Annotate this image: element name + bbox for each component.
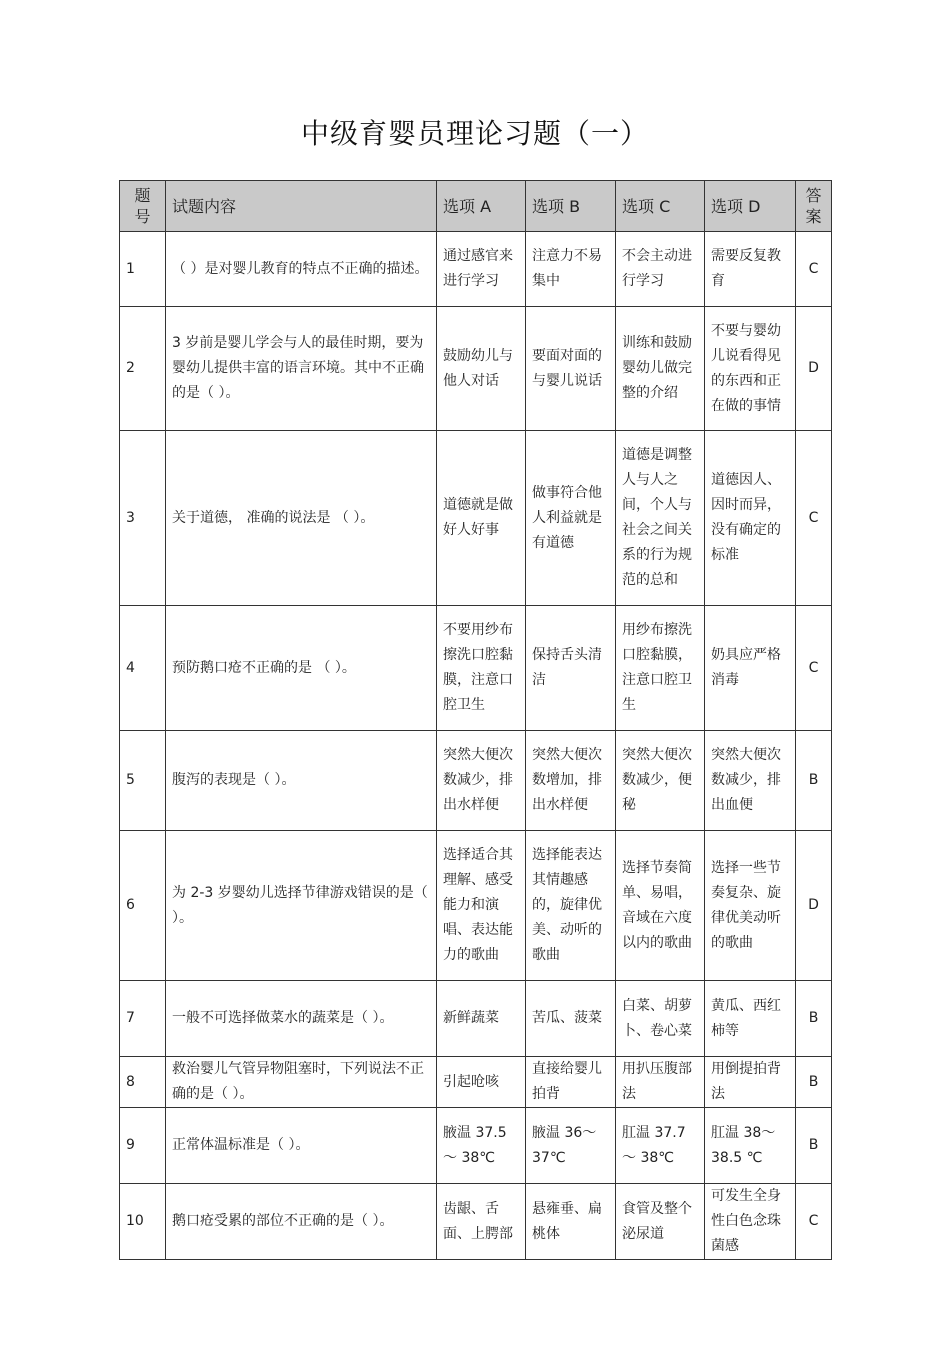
option-b: 选择能表达其情趣感的，旋律优美、动听的歌曲 xyxy=(526,831,616,981)
option-a: 新鲜蔬菜 xyxy=(437,981,526,1057)
option-b: 保持舌头清洁 xyxy=(526,606,616,731)
option-b: 注意力不易集中 xyxy=(526,232,616,307)
question-number: 3 xyxy=(120,431,166,606)
option-b: 腋温 36～37℃ xyxy=(526,1108,616,1184)
option-c: 突然大便次数减少，便秘 xyxy=(616,731,705,831)
answer: B xyxy=(796,1108,832,1184)
option-a: 齿龈、舌面、上腭部 xyxy=(437,1184,526,1260)
header-option-d: 选项 D xyxy=(705,181,796,232)
option-d: 不要与婴幼儿说看得见的东西和正在做的事情 xyxy=(705,307,796,431)
option-c: 训练和鼓励婴幼儿做完整的介绍 xyxy=(616,307,705,431)
answer: D xyxy=(796,307,832,431)
option-d: 奶具应严格消毒 xyxy=(705,606,796,731)
option-d: 需要反复教育 xyxy=(705,232,796,307)
option-b: 做事符合他人利益就是有道德 xyxy=(526,431,616,606)
option-a: 通过感官来进行学习 xyxy=(437,232,526,307)
option-b: 苦瓜、菠菜 xyxy=(526,981,616,1057)
question-number: 9 xyxy=(120,1108,166,1184)
option-a: 不要用纱布擦洗口腔黏膜，注意口腔卫生 xyxy=(437,606,526,731)
answer: C xyxy=(796,1184,832,1260)
option-c: 不会主动进行学习 xyxy=(616,232,705,307)
question-text: 鹅口疮受累的部位不正确的是（ ）。 xyxy=(166,1184,437,1260)
option-b: 悬雍垂、扁桃体 xyxy=(526,1184,616,1260)
table-row xyxy=(120,1108,832,1184)
question-text: 预防鹅口疮不正确的是 （ ）。 xyxy=(166,606,437,731)
option-b: 突然大便次数增加，排出水样便 xyxy=(526,731,616,831)
table-row xyxy=(120,232,832,307)
option-d: 突然大便次数减少，排出血便 xyxy=(705,731,796,831)
header-question: 试题内容 xyxy=(166,181,437,232)
question-text: 救治婴儿气管异物阻塞时，下列说法不正确的是（ ）。 xyxy=(166,1057,437,1108)
table-row xyxy=(120,731,832,831)
table-row xyxy=(120,831,832,981)
option-b: 直接给婴儿拍背 xyxy=(526,1057,616,1108)
option-c: 食管及整个泌尿道 xyxy=(616,1184,705,1260)
option-d: 选择一些节奏复杂、旋律优美动听的歌曲 xyxy=(705,831,796,981)
table-row xyxy=(120,431,832,606)
table-row xyxy=(120,1057,832,1108)
question-text: 关于道德， 准确的说法是 （ ）。 xyxy=(166,431,437,606)
option-d: 肛温 38～38.5 ℃ xyxy=(705,1108,796,1184)
option-d: 黄瓜、西红柿等 xyxy=(705,981,796,1057)
question-text: 正常体温标准是（ ）。 xyxy=(166,1108,437,1184)
option-b: 要面对面的与婴儿说话 xyxy=(526,307,616,431)
answer: B xyxy=(796,731,832,831)
option-a: 腋温 37.5 ～ 38℃ xyxy=(437,1108,526,1184)
question-number: 7 xyxy=(120,981,166,1057)
table-row xyxy=(120,1184,832,1260)
header-option-b: 选项 B xyxy=(526,181,616,232)
option-c: 白菜、胡萝卜、卷心菜 xyxy=(616,981,705,1057)
option-a: 鼓励幼儿与他人对话 xyxy=(437,307,526,431)
answer: C xyxy=(796,232,832,307)
table-row xyxy=(120,606,832,731)
option-a: 道德就是做好人好事 xyxy=(437,431,526,606)
question-number: 4 xyxy=(120,606,166,731)
question-number: 8 xyxy=(120,1057,166,1108)
option-d: 道德因人、因时而异，没有确定的标准 xyxy=(705,431,796,606)
option-c: 道德是调整人与人之间，个人与社会之间关系的行为规范的总和 xyxy=(616,431,705,606)
question-text: 腹泻的表现是（ ）。 xyxy=(166,731,437,831)
question-number: 5 xyxy=(120,731,166,831)
option-a: 突然大便次数减少，排出水样便 xyxy=(437,731,526,831)
option-a: 选择适合其理解、感受能力和演唱、表达能力的歌曲 xyxy=(437,831,526,981)
question-number: 6 xyxy=(120,831,166,981)
option-c: 用纱布擦洗口腔黏膜，注意口腔卫生 xyxy=(616,606,705,731)
header-num: 题号 xyxy=(120,181,166,232)
table-header-row xyxy=(120,181,832,232)
header-answer: 答案 xyxy=(796,181,832,232)
quiz-table xyxy=(119,180,832,1260)
header-option-c: 选项 C xyxy=(616,181,705,232)
option-c: 选择节奏简单、易唱，音域在六度以内的歌曲 xyxy=(616,831,705,981)
option-c: 肛温 37.7 ～ 38℃ xyxy=(616,1108,705,1184)
answer: B xyxy=(796,1057,832,1108)
option-d: 可发生全身性白色念珠菌感 xyxy=(705,1184,796,1260)
question-number: 1 xyxy=(120,232,166,307)
option-a: 引起呛咳 xyxy=(437,1057,526,1108)
option-d: 用倒提拍背法 xyxy=(705,1057,796,1108)
answer: C xyxy=(796,431,832,606)
question-number: 10 xyxy=(120,1184,166,1260)
option-c: 用扒压腹部法 xyxy=(616,1057,705,1108)
table-row xyxy=(120,981,832,1057)
question-text: （ ）是对婴儿教育的特点不正确的描述。 xyxy=(166,232,437,307)
header-option-a: 选项 A xyxy=(437,181,526,232)
question-text: 为 2-3 岁婴幼儿选择节律游戏错误的是（ ）。 xyxy=(166,831,437,981)
page-title: 中级育婴员理论习题（一） xyxy=(300,117,649,150)
answer: B xyxy=(796,981,832,1057)
answer: C xyxy=(796,606,832,731)
question-number: 2 xyxy=(120,307,166,431)
question-text: 3 岁前是婴儿学会与人的最佳时期，要为婴幼儿提供丰富的语言环境。其中不正确的是（ ）。 xyxy=(166,307,437,431)
answer: D xyxy=(796,831,832,981)
table-row xyxy=(120,307,832,431)
question-text: 一般不可选择做菜水的蔬菜是（ ）。 xyxy=(166,981,437,1057)
